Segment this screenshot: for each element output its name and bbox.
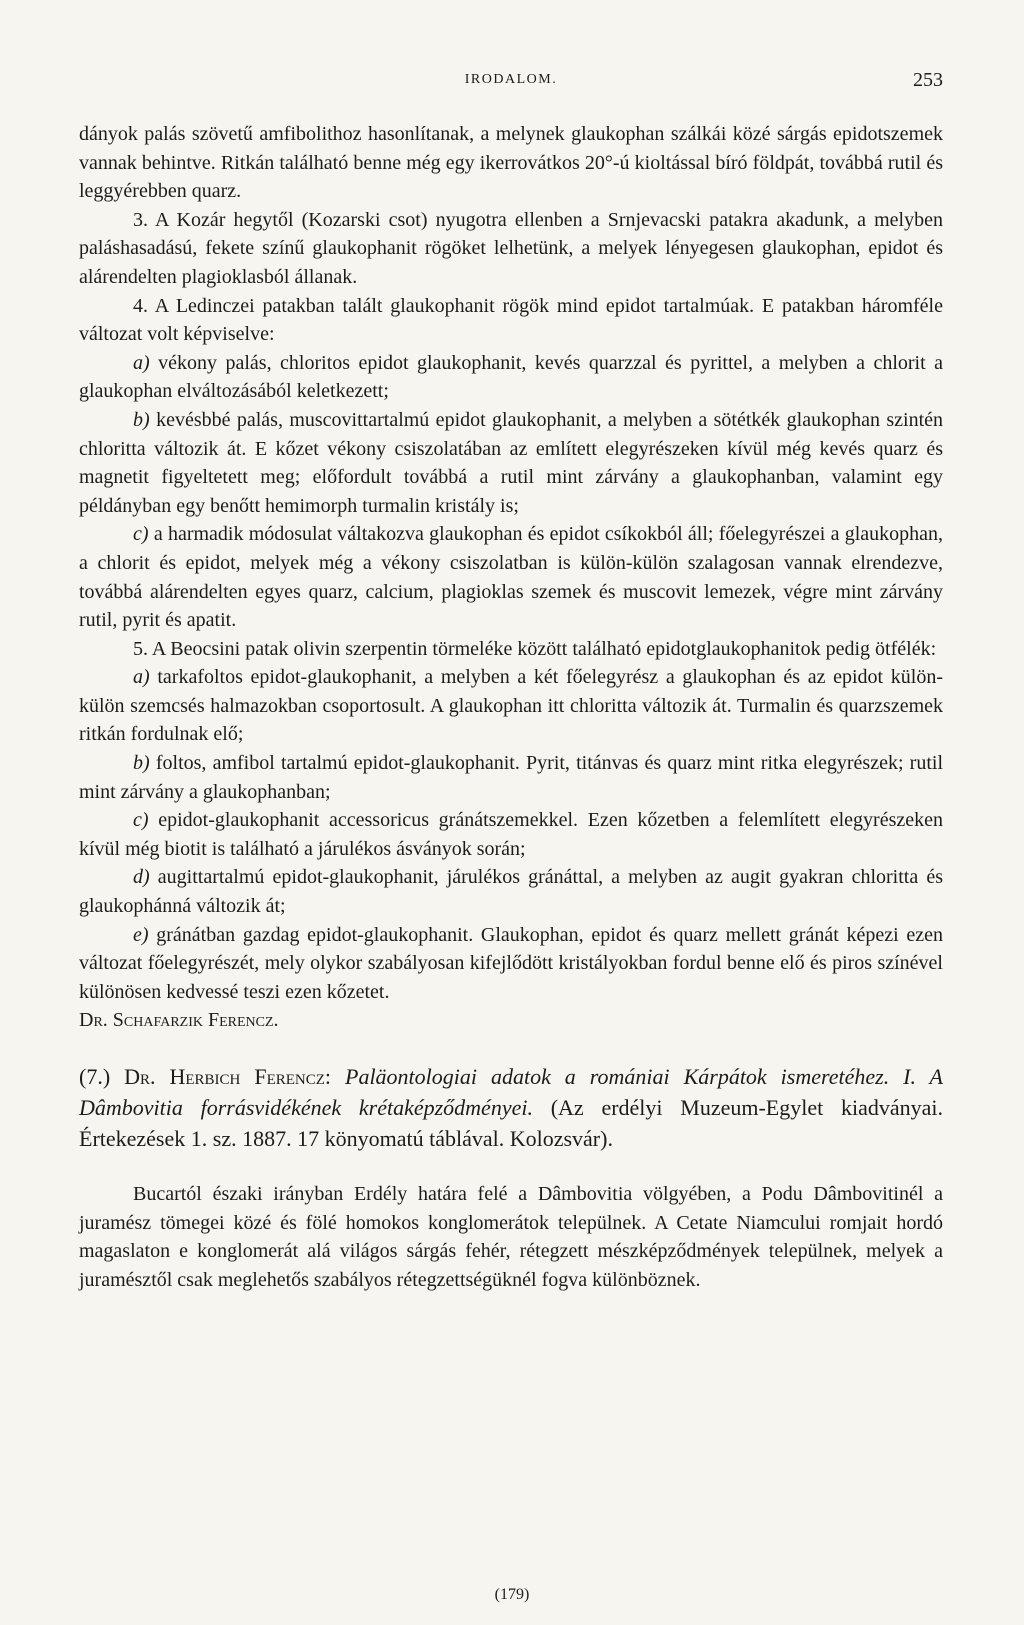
- item-label: a): [133, 666, 150, 689]
- item-text: augittartalmú epidot-glaukophanit, járulékos gránáttal, a melyben az augit gyakran chloritta és glaukophánná változik át;: [79, 866, 943, 918]
- review-citation: [79, 1061, 943, 1154]
- paragraph: 4. A Ledinczei patakban talált glaukophanit rögök mind epidot tartalmúak. E patakban háromféle változat volt képviselve:: [79, 294, 943, 346]
- paragraph: 5. A Beocsini patak olivin szerpentin törmeléke között található epidotglaukophanitok pedig ötfélék:: [133, 637, 937, 660]
- item-text: epidot-glaukophanit accessoricus gránátszemekkel. Ezen kőzetben a felemlített elegyrészeken kívül még biotit is található a járulékos ásványok során;: [79, 809, 944, 860]
- review-author: Dr. Herbich Ferencz: [124, 1064, 325, 1089]
- review-colon: :: [324, 1064, 332, 1089]
- item-label: b): [133, 408, 150, 431]
- review-heading: [79, 1061, 943, 1154]
- list-item: [79, 806, 943, 863]
- item-text: a harmadik módosulat váltakozva glaukophan és epidot csíkokból áll; főelegyrészei a glaukophan, a chlorit és epidot, melyek még a vékony csiszolatban is külön-külön szalagosan vannak elrendezve, továbbá alárendelten egyes quarz, calcium, plagioklas szemek és muscovit lemezek, végre mint zárvány rutil, pyrit és apatit.: [79, 523, 944, 632]
- list-item: [79, 921, 943, 1007]
- review-summary: [79, 1180, 943, 1294]
- item-label: a): [133, 351, 150, 374]
- item-label: e): [133, 923, 149, 946]
- item-label: c): [133, 523, 149, 546]
- item-text: gránátban gazdag epidot-glaukophanit. Glaukophan, epidot és quarz mellett gránát képezi ezen változat főelegyrészét, mely olykor szabályosan kifejlődött kristályokban fordul benne elő és piros színével különösen kedvessé teszi ezen kőzetet.: [79, 923, 944, 1003]
- signature: Dr. Schafarzik Ferencz.: [79, 1009, 279, 1032]
- paragraph: 3. A Kozár hegytől (Kozarski csot) nyugotra ellenben a Srnjevacski patakra akadunk, a melyben paláshasadású, fekete színű glaukophanit rögöket lelhetünk, a melyek lényegesen glaukophan, epidot és alárendelten plagioklasból állanak.: [79, 208, 943, 288]
- list-item: [79, 349, 943, 406]
- main-text: [79, 120, 943, 1294]
- item-label: c): [133, 809, 149, 832]
- page-number: 253: [913, 69, 943, 91]
- petrography-section: [79, 120, 943, 1035]
- list-item: [79, 406, 943, 520]
- summary-paragraph: Bucartól északi irányban Erdély határa felé a Dâmbovitia völgyében, a Podu Dâmbovitinél a juramész tömegei közé és fölé homokos konglomerátok települnek. A Cetate Niamcului romjait hordó magaslaton e konglomerát alá világos sárgás fehér, rétegzett mészképződmények települnek, melyek a juramésztől csak meglehetős szabályos rétegzettségüknél fogva különböznek.: [79, 1183, 943, 1291]
- signature-mark: (179): [494, 1586, 530, 1603]
- page-header: [79, 69, 943, 96]
- list-item: [79, 863, 943, 920]
- list-item: [79, 749, 943, 806]
- item-text: vékony palás, chloritos epidot glaukophanit, kevés quarzzal és pyrittel, a melyben a chlorit a glaukophan elváltozásából keletkezett;: [79, 351, 943, 403]
- running-title: IRODALOM.: [464, 72, 558, 87]
- item-label: b): [133, 752, 150, 775]
- item-text: foltos, amfibol tartalmú epidot-glaukophanit. Pyrit, titánvas és quarz mint ritka elegyrészek; rutil mint zárvány a glaukophanban;: [79, 752, 944, 803]
- list-item: [79, 663, 943, 749]
- item-label: d): [133, 866, 150, 889]
- item-text: kevésbbé palás, muscovittartalmú epidot glaukophanit, a melyben a sötétkék glaukophan szintén chloritta változik át. E kőzet vékony csiszolatában az említett elegyrészeken kívül még kevés quarz és magnetit figyeltetett meg; előfordult továbbá a rutil mint zárvány a glaukophanban, valamint egy példányban egy benőtt hemimorph turmalin kristály is;: [79, 408, 944, 517]
- review-number: (7.): [79, 1064, 111, 1089]
- review-title: Paläontologiai adatok a romániai Kárpátok ismeretéhez. I. A Dâmbovitia forrásvidékének krétaképződményei.: [79, 1064, 943, 1120]
- paragraph: dányok palás szövetű amfibolithoz hasonlítanak, a melynek glaukophan szálkái közé sárgás epidotszemek vannak behintve. Ritkán található benne még egy ikerrovátkos 20°-ú kioltással bíró földpát, továbbá rutil és leggyérebben quarz.: [79, 123, 943, 203]
- review-publication: (Az erdélyi Muzeum-Egylet kiadványai. Értekezések 1. sz. 1887. 17 könyomatú táblával. Kolozsvár).: [79, 1095, 943, 1151]
- item-text: tarkafoltos epidot-glaukophanit, a melyben a két főelegyrész a glaukophan és az epidot külön-külön szemcsés halmazokban csoportosult. A glaukophan itt chloritta változik át. Turmalin és quarzszemek ritkán fordulnak elő;: [79, 666, 943, 746]
- list-item: [79, 520, 943, 634]
